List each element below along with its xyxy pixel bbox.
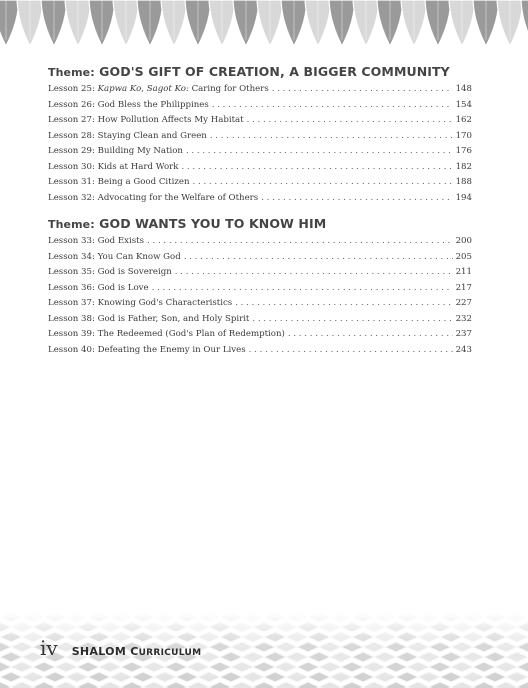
lesson-number: Lesson 38: xyxy=(48,313,98,324)
theme-title: GOD'S GIFT OF CREATION, A BIGGER COMMUNITY xyxy=(99,64,450,79)
lesson-page-number: 243 xyxy=(455,344,472,355)
toc-entry xyxy=(48,191,472,207)
lesson-number: Lesson 36: xyxy=(48,282,98,293)
lesson-title: God is Father, Son, and Holy Spirit xyxy=(97,313,250,324)
lesson-page-number: 200 xyxy=(455,236,472,246)
leaf-shape xyxy=(0,0,19,46)
dot-leader xyxy=(193,175,453,191)
dot-leader xyxy=(152,281,453,297)
lesson-number: Lesson 33: xyxy=(48,236,98,246)
lesson-number: Lesson 29: xyxy=(48,146,98,156)
curriculum-title-small-caps: URRICULUM xyxy=(138,648,202,658)
dot-leader xyxy=(252,312,452,328)
toc-section-know-him xyxy=(48,216,472,358)
lesson-page-number: 227 xyxy=(455,298,472,308)
lesson-page-number: 194 xyxy=(455,192,472,203)
lesson-title: God Exists xyxy=(97,236,145,246)
lesson-number: Lesson 31: xyxy=(48,177,98,187)
lesson-page-number: 232 xyxy=(455,313,472,324)
dot-leader xyxy=(261,191,452,207)
toc-entry xyxy=(48,175,472,191)
lesson-label xyxy=(48,250,181,266)
toc-entry xyxy=(48,343,472,359)
leaf-border-top xyxy=(0,0,528,50)
lesson-list xyxy=(48,234,472,358)
dot-leader xyxy=(212,98,453,114)
lesson-number: Lesson 25: xyxy=(48,84,98,94)
lesson-title: Defeating the Enemy in Our Lives xyxy=(97,344,246,355)
lesson-title: You Can Know God xyxy=(97,251,181,262)
lesson-title: Advocating for the Welfare of Others xyxy=(97,192,259,203)
lesson-page-number: 205 xyxy=(455,251,472,262)
lesson-number: Lesson 27: xyxy=(48,115,98,125)
lesson-label xyxy=(48,191,258,207)
dot-leader xyxy=(181,160,452,176)
lesson-label xyxy=(48,312,249,328)
lesson-page-number: 162 xyxy=(455,115,472,125)
lesson-title: Kids at Hard Work xyxy=(97,161,179,172)
lesson-label xyxy=(48,281,149,297)
lesson-label xyxy=(48,113,244,129)
lesson-number: Lesson 34: xyxy=(48,251,98,262)
lesson-label xyxy=(48,343,246,359)
lesson-list xyxy=(48,82,472,206)
lesson-number: Lesson 26: xyxy=(48,99,98,110)
section-heading xyxy=(48,64,472,79)
lesson-title: Caring for Others xyxy=(188,84,269,94)
lesson-number: Lesson 39: xyxy=(48,329,98,339)
lesson-number: Lesson 35: xyxy=(48,267,98,277)
lesson-label xyxy=(48,265,172,281)
lesson-title: Building My Nation xyxy=(97,146,183,156)
toc-entry xyxy=(48,160,472,176)
lesson-page-number: 217 xyxy=(455,282,472,293)
lesson-number: Lesson 40: xyxy=(48,344,98,355)
toc-entry xyxy=(48,312,472,328)
lesson-label xyxy=(48,82,269,98)
toc-entry xyxy=(48,265,472,281)
page-number: iv xyxy=(40,636,58,660)
toc-entry xyxy=(48,129,472,145)
dot-leader xyxy=(147,234,453,250)
toc-entry xyxy=(48,327,472,343)
lesson-label xyxy=(48,327,285,343)
lesson-page-number: 170 xyxy=(455,130,472,141)
theme-label: Theme: xyxy=(48,66,95,79)
dot-leader xyxy=(247,113,453,129)
toc-entry xyxy=(48,82,472,98)
dot-leader xyxy=(186,144,453,160)
lesson-number: Lesson 37: xyxy=(48,298,98,308)
leaf-shape xyxy=(521,0,528,46)
dot-leader xyxy=(288,327,453,343)
theme-title: GOD WANTS YOU TO KNOW HIM xyxy=(99,216,327,231)
section-heading xyxy=(48,216,472,231)
toc-section-creation xyxy=(48,64,472,206)
lesson-page-number: 154 xyxy=(455,99,472,110)
lesson-page-number: 237 xyxy=(455,329,472,339)
lesson-number: Lesson 30: xyxy=(48,161,98,172)
toc-entry xyxy=(48,234,472,250)
lesson-number: Lesson 32: xyxy=(48,192,98,203)
dot-leader xyxy=(210,129,453,145)
lesson-title: How Pollution Affects My Habitat xyxy=(97,115,244,125)
lesson-title: God Bless the Philippines xyxy=(97,99,209,110)
lesson-number: Lesson 28: xyxy=(48,130,98,141)
toc-entry xyxy=(48,281,472,297)
lesson-label xyxy=(48,160,178,176)
lesson-label xyxy=(48,144,183,160)
dot-leader xyxy=(249,343,453,359)
lesson-page-number: 176 xyxy=(455,146,472,156)
page-footer xyxy=(40,636,201,660)
lesson-page-number: 211 xyxy=(455,267,472,277)
lesson-page-number: 182 xyxy=(455,161,472,172)
lesson-title: Knowing God's Characteristics xyxy=(97,298,233,308)
lesson-title: God is Sovereign xyxy=(97,267,172,277)
lesson-title: God is Love xyxy=(97,282,149,293)
lesson-title-italic: Kapwa Ko, Sagot Ko: xyxy=(97,84,189,94)
lesson-page-number: 148 xyxy=(455,84,472,94)
toc-entry xyxy=(48,113,472,129)
lesson-label xyxy=(48,175,190,191)
lesson-label xyxy=(48,98,209,114)
toc-entry xyxy=(48,98,472,114)
dot-leader xyxy=(175,265,453,281)
toc-entry xyxy=(48,144,472,160)
lesson-page-number: 188 xyxy=(455,177,472,187)
curriculum-title-main: SHALOM C xyxy=(71,645,139,658)
curriculum-title xyxy=(72,645,202,658)
dot-leader xyxy=(235,296,452,312)
dot-leader xyxy=(272,82,453,98)
lesson-title: Being a Good Citizen xyxy=(97,177,190,187)
lesson-label xyxy=(48,296,232,312)
theme-label: Theme: xyxy=(48,218,95,231)
lesson-label xyxy=(48,234,144,250)
lesson-title: Staying Clean and Green xyxy=(97,130,207,141)
toc-entry xyxy=(48,250,472,266)
lesson-title: The Redeemed (God's Plan of Redemption) xyxy=(97,329,285,339)
dot-leader xyxy=(184,250,453,266)
lesson-label xyxy=(48,129,207,145)
table-of-contents xyxy=(48,64,472,368)
toc-entry xyxy=(48,296,472,312)
